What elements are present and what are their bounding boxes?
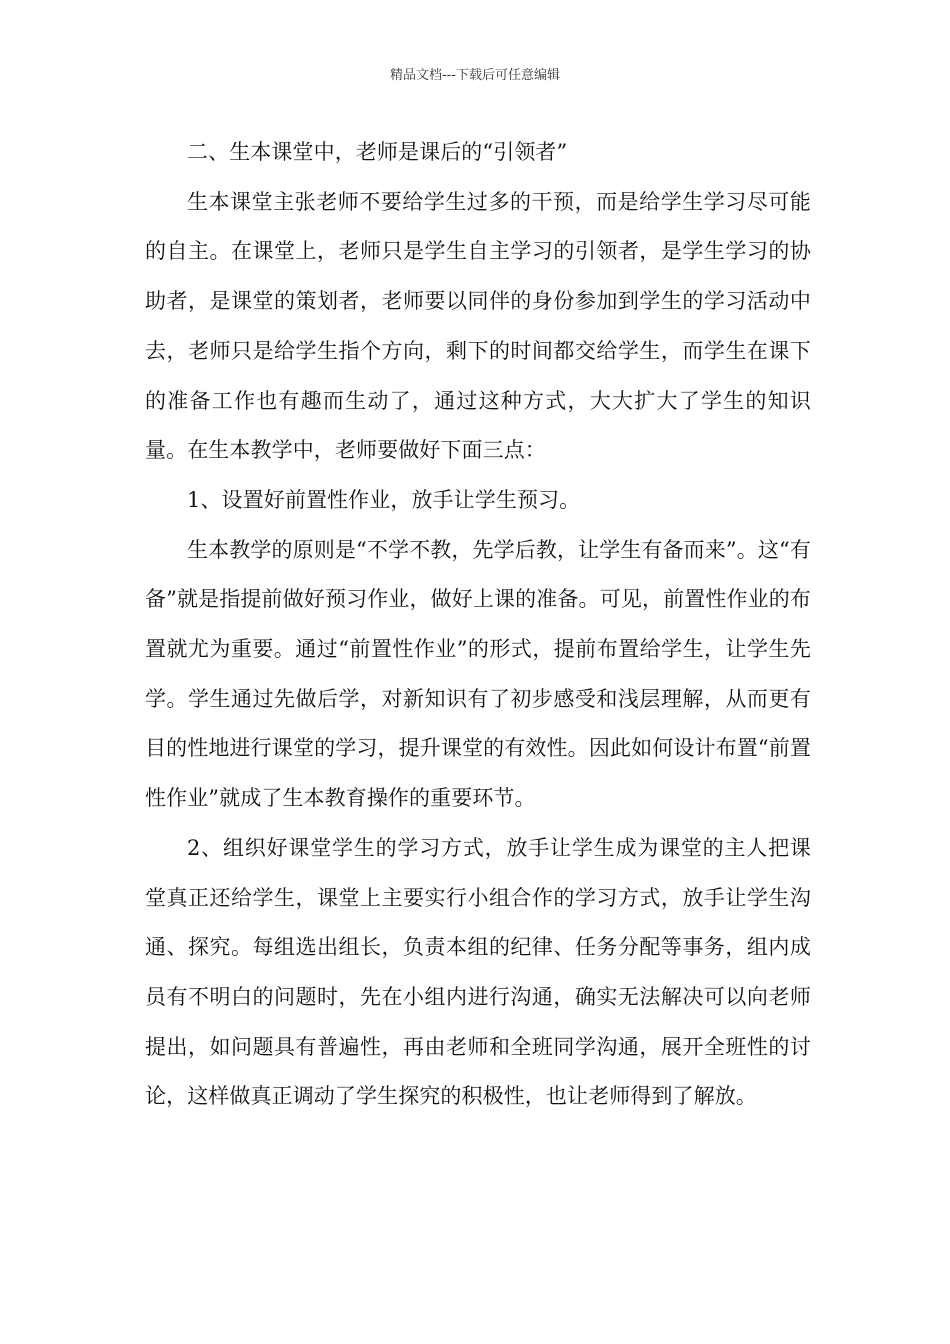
page-header: 精品文档---下载后可任意编辑 <box>389 68 561 83</box>
document-body <box>145 128 811 1122</box>
paragraph: 生本教学的原则是“不学不教，先学后教，让学生有备而来”。这“有备”就是指提前做好预习作业，做好上课的准备。可见，前置性作业的布置就尤为重要。通过“前置性作业”的形式，提前布置给学生，让学生先学。学生通过先做后学，对新知识有了初步感受和浅层理解，从而更有目的性地进行课堂的学习，提升课堂的有效性。因此如何设计布置“前置性作业”就成了生本教育操作的重要环节。 <box>145 537 811 811</box>
paragraph: 生本课堂主张老师不要给学生过多的干预，而是给学生学习尽可能的自主。在课堂上，老师只是学生自主学习的引领者，是学生学习的协助者，是课堂的策划者，老师要以同伴的身份参加到学生的学习活动中去，老师只是给学生指个方向，剩下的时间都交给学生，而学生在课下的准备工作也有趣而生动了，通过这种方式，大大扩大了学生的知识量。在生本教学中，老师要做好下面三点： <box>145 189 811 463</box>
paragraph: 2、组织好课堂学生的学习方式，放手让学生成为课堂的主人把课堂真正还给学生，课堂上主要实行小组合作的学习方式，放手让学生沟通、探究。每组选出组长，负责本组的纪律、任务分配等事务，组内成员有不明白的问题时，先在小组内进行沟通，确实无法解决可以向老师提出，如问题具有普遍性，再由老师和全班同学沟通，展开全班性的讨论，这样做真正调动了学生探究的积极性，也让老师得到了解放。 <box>145 835 811 1109</box>
section-heading: 二、生本课堂中，老师是课后的“引领者” <box>187 140 568 164</box>
list-item-heading: 1、设置好前置性作业，放手让学生预习。 <box>187 487 581 512</box>
